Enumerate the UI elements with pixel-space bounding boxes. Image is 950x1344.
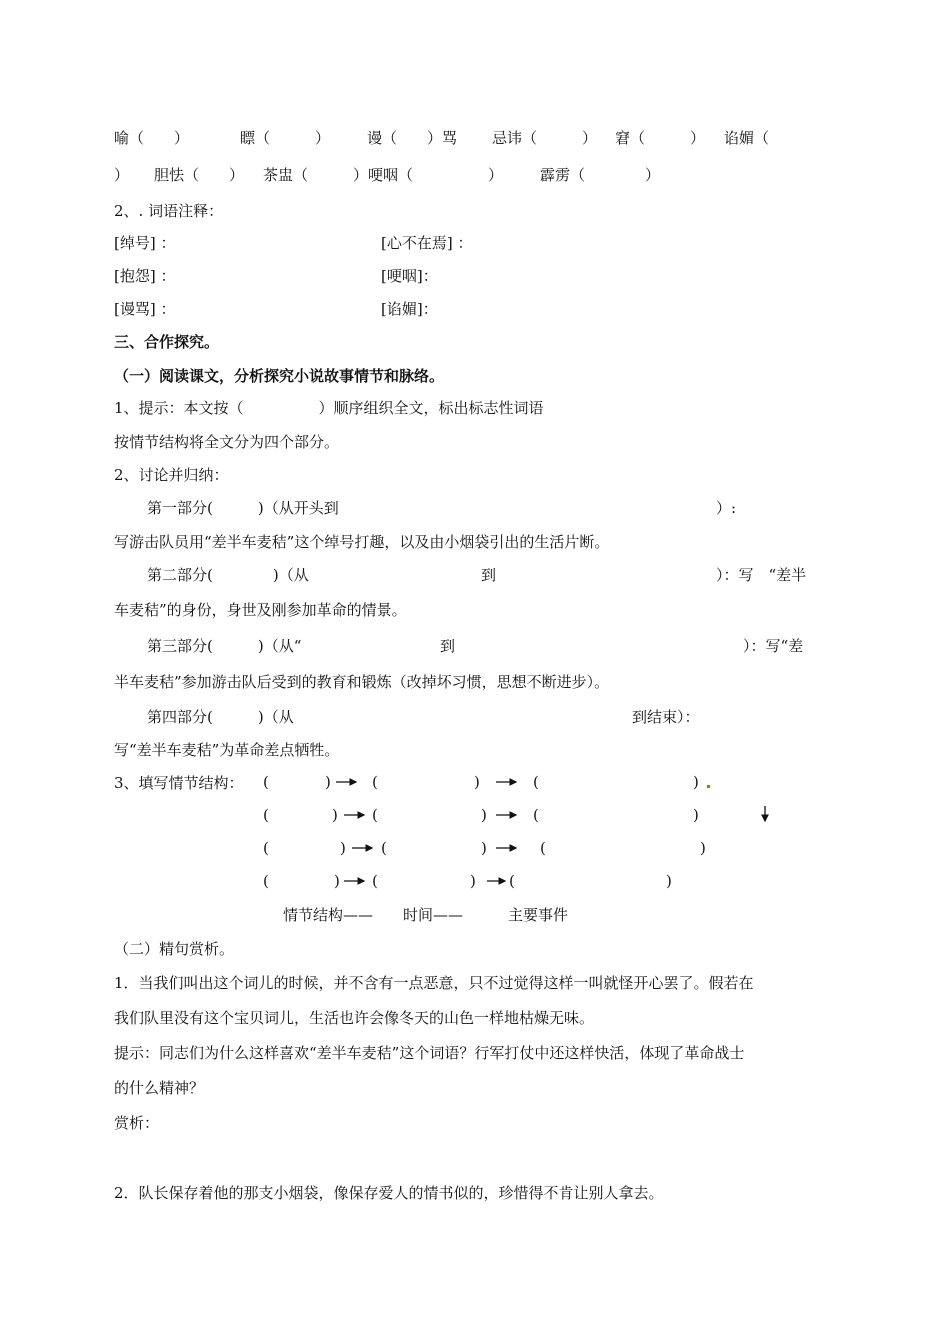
vocab-item: [绰号] ：	[114, 234, 176, 252]
blank-close: )	[693, 773, 699, 791]
blank-close: )	[693, 806, 699, 824]
blank-open: (	[533, 806, 539, 824]
part-line: ）:	[716, 499, 737, 517]
pinyin-item: ）	[114, 166, 130, 184]
part-line: 到	[481, 566, 497, 584]
pinyin-item: 谩（ ）骂	[367, 129, 458, 147]
part-line: 到结束）：	[632, 708, 700, 726]
subsection-heading: （二）精句赏析。	[114, 940, 235, 958]
part-line: 到	[440, 637, 456, 655]
vocab-heading: 2、. 词语注释：	[114, 202, 224, 220]
part-desc: 写游击队员用“差半车麦秸”这个绰号打趣，以及由小烟袋引出的生活片断。	[114, 533, 610, 551]
blank-open: (	[509, 872, 515, 890]
part-line: ）：写“差	[743, 637, 804, 655]
blank-close: )	[481, 839, 487, 857]
pinyin-item: 茶盅（ ）哽咽（ ）	[263, 166, 504, 184]
structure-legend: 情节结构—— 时间—— 主要事件	[283, 906, 569, 924]
blank-open: (	[381, 839, 387, 857]
part-line: 第四部分( )（从	[147, 708, 294, 726]
blank-close: )	[334, 872, 340, 890]
blank-close: )	[340, 839, 346, 857]
part-line: 第三部分( )（从“	[147, 637, 302, 655]
tip-text: 按情节结构将全文分为四个部分。	[114, 433, 340, 451]
pinyin-item: 忌讳（ ）	[492, 129, 598, 147]
appreciate-label: 赏析：	[114, 1114, 160, 1132]
blank-open: (	[372, 806, 378, 824]
blank-close: )	[332, 806, 338, 824]
blank-open: (	[372, 872, 378, 890]
tip-text: 1、提示：本文按（ ）顺序组织全文，标出标志性词语	[114, 399, 544, 417]
section-heading: 三、合作探究。	[114, 333, 220, 351]
subsection-heading: （一）阅读课文，分析探究小说故事情节和脉络。	[114, 367, 445, 385]
part-desc: 车麦秸”的身份，身世及刚参加革命的情景。	[114, 601, 407, 619]
pinyin-item: 胆怯（ ）	[154, 166, 245, 184]
blank-close: )	[474, 773, 480, 791]
blank-open: (	[263, 872, 269, 890]
part-desc: 写“差半车麦秸”为革命差点牺牲。	[114, 741, 340, 759]
question-text: 1．当我们叫出这个词儿的时候，并不含有一点恶意，只不过觉得这样一叫就怪开心罢了。假若在	[114, 974, 754, 992]
question-text: 我们队里没有这个宝贝词儿，生活也许会像冬天的山色一样地枯燥无味。	[114, 1009, 595, 1027]
part-line: 第二部分( )（从	[147, 566, 309, 584]
part-desc: 半车麦秸”参加游击队后受到的教育和锻炼（改掉坏习惯，思想不断进步）。	[114, 673, 610, 691]
vocab-item: [哽咽]：	[381, 267, 438, 285]
blank-open: (	[533, 773, 539, 791]
blank-close: )	[700, 839, 706, 857]
blank-open: (	[540, 839, 546, 857]
blank-open: (	[263, 773, 269, 791]
pinyin-item: 谄媚（	[724, 129, 770, 147]
part-line: ）：写 “差半	[716, 566, 807, 584]
hint-text: 提示：同志们为什么这样喜欢“差半车麦秸”这个词语？行军打仗中还这样快活，体现了革命战士	[114, 1044, 745, 1062]
hint-text: 的什么精神？	[114, 1079, 205, 1097]
blank-open: (	[263, 839, 269, 857]
question-text: 2．队长保存着他的那支小烟袋，像保存爱人的情书似的，珍惜得不肯让别人拿去。	[114, 1184, 664, 1202]
blank-open: (	[263, 806, 269, 824]
vocab-item: [抱怨] ：	[114, 267, 176, 285]
vocab-item: [谩骂] ：	[114, 300, 176, 318]
fill-label: 3、填写情节结构：	[114, 774, 244, 792]
pinyin-item: 瞟（ ）	[240, 129, 331, 147]
discuss-heading: 2、讨论并归纳：	[114, 466, 229, 484]
blank-close: )	[666, 872, 672, 890]
blank-close: )	[481, 806, 487, 824]
pinyin-item: 霹雳（ ）	[540, 166, 661, 184]
blank-close: )	[325, 773, 331, 791]
pinyin-item: 窘（ ）	[615, 129, 706, 147]
vocab-item: [谄媚]：	[381, 300, 438, 318]
blank-close: )	[470, 872, 476, 890]
pinyin-item: 喻（ ）	[114, 129, 190, 147]
vocab-item: [心不在焉] ：	[381, 234, 473, 252]
blank-open: (	[372, 773, 378, 791]
part-line: 第一部分( )（从开头到	[147, 499, 339, 517]
